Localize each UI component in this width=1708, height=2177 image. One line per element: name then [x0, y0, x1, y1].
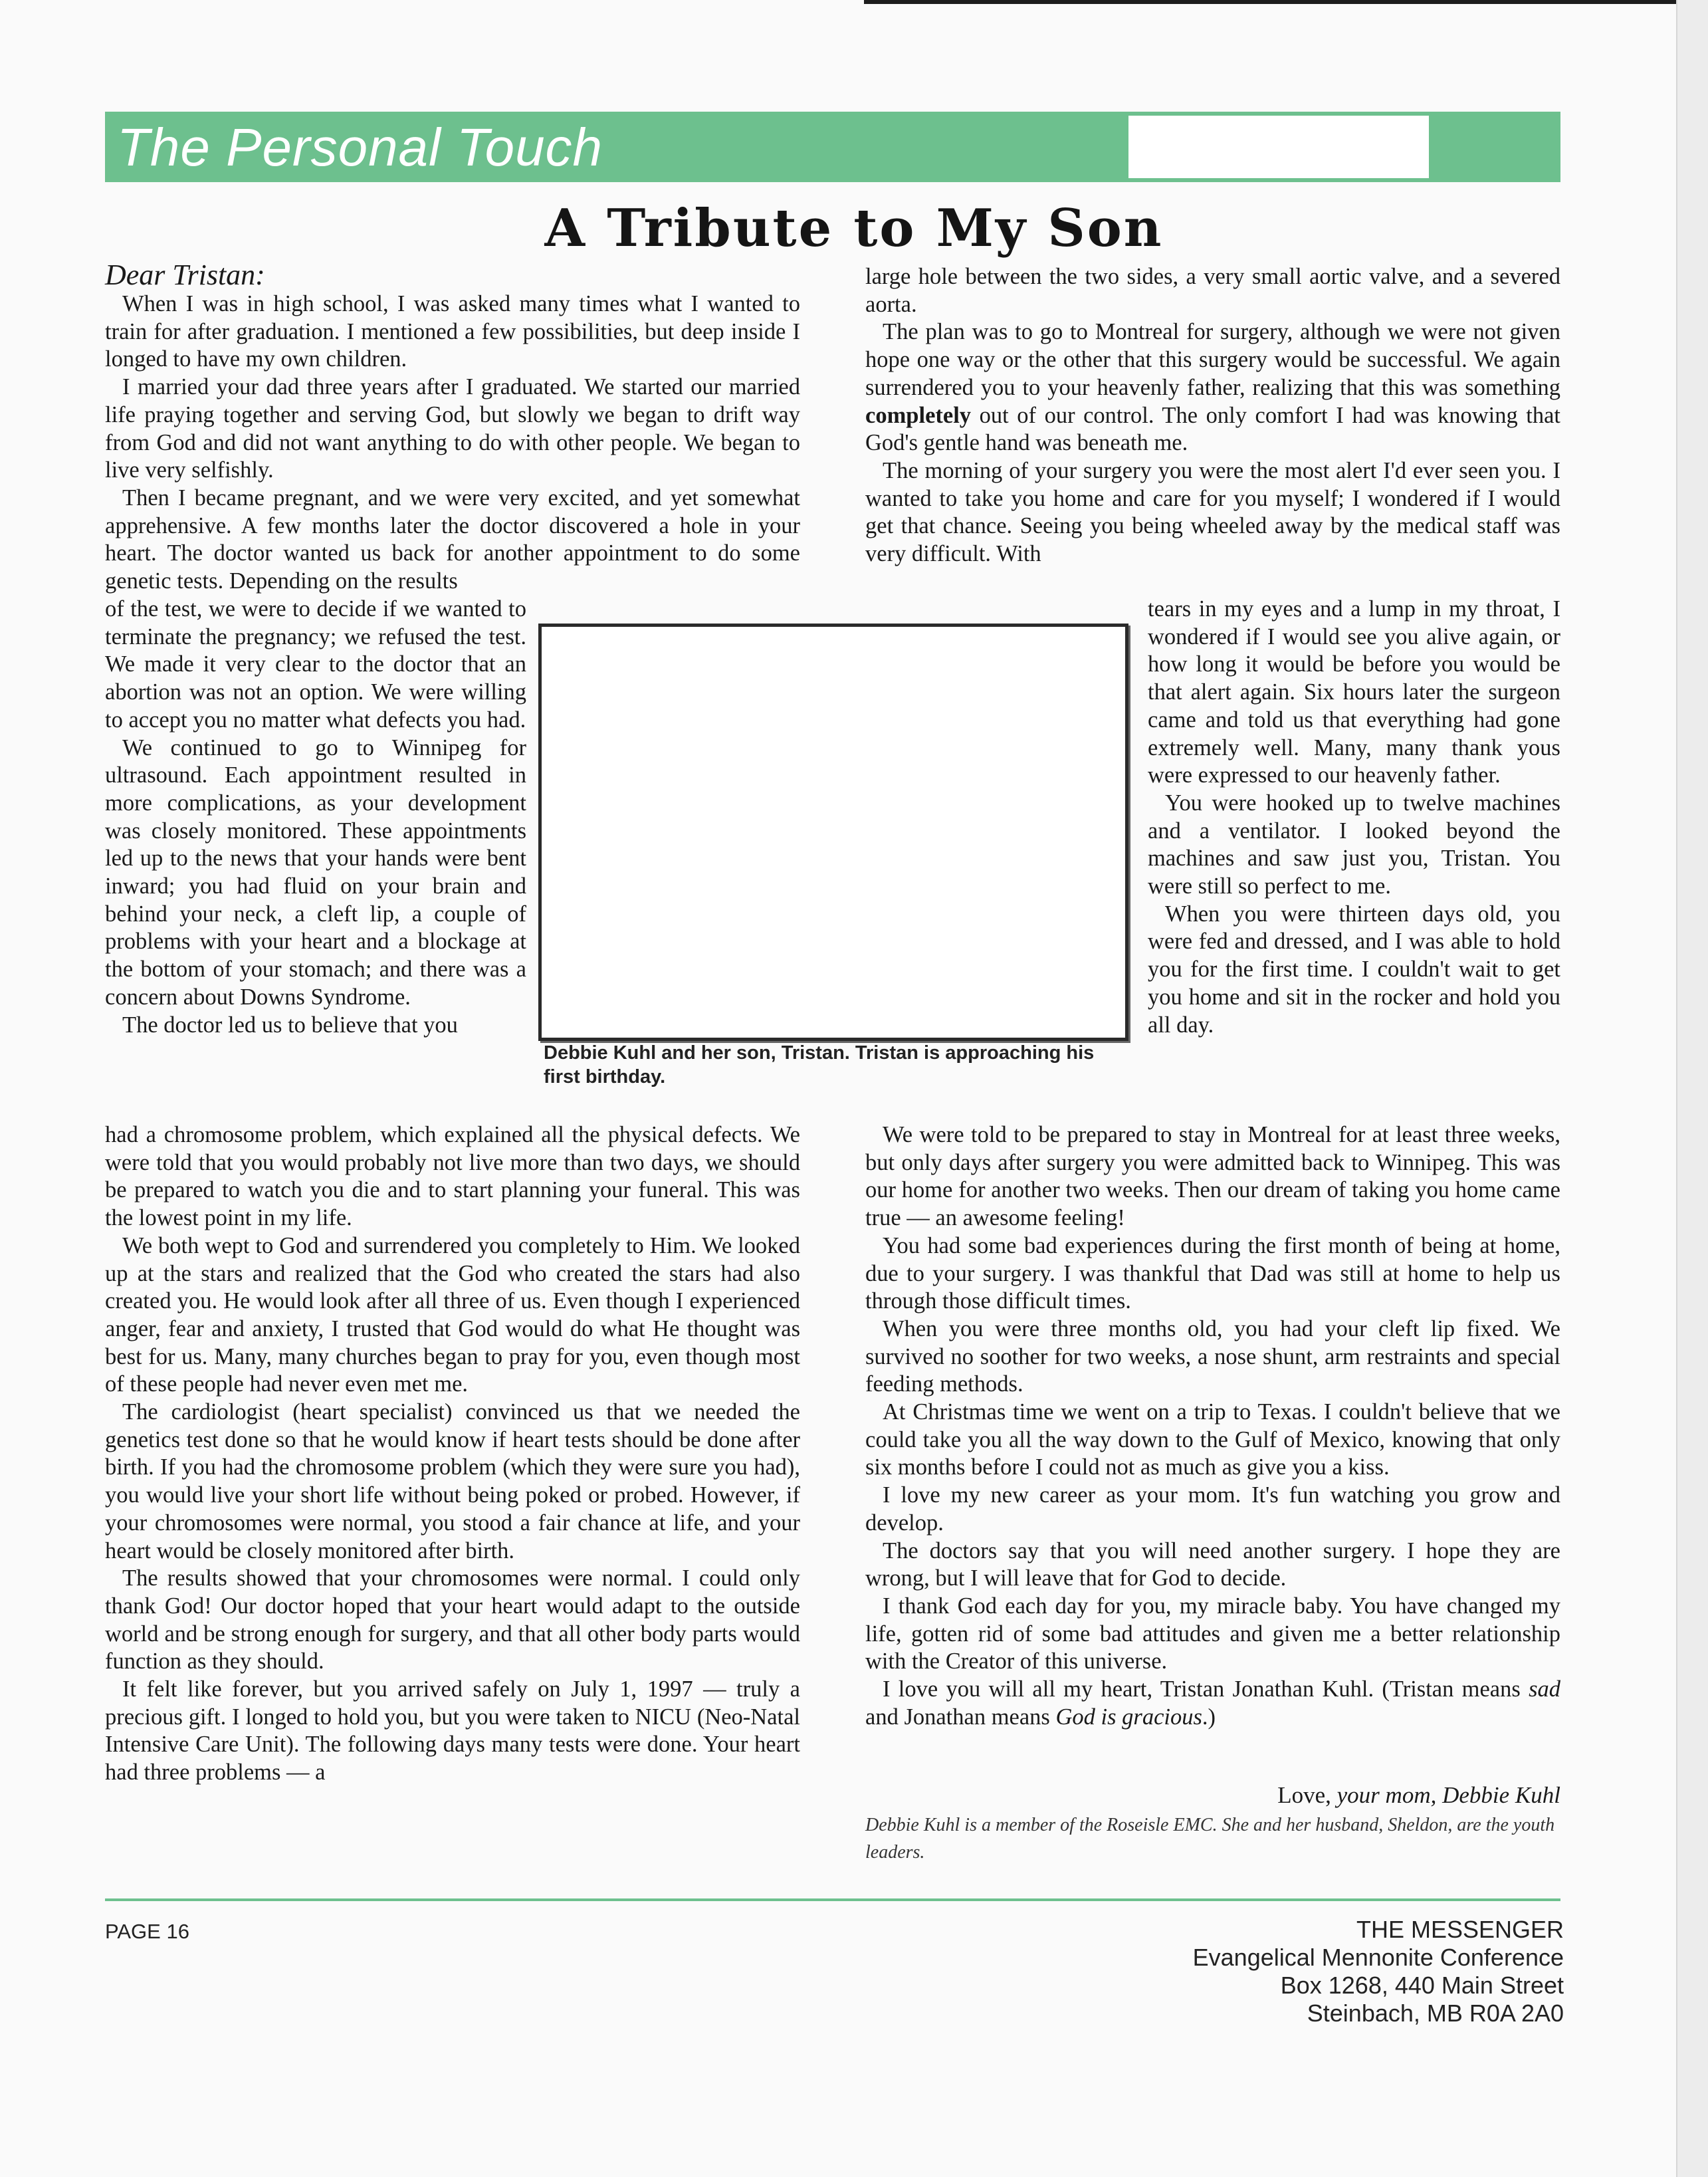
italic-phrase: God is gracious	[1055, 1704, 1202, 1730]
photo-frame	[538, 624, 1128, 1041]
left-column-top	[105, 290, 800, 596]
text: and Jonathan means	[865, 1704, 1056, 1730]
right-column-wrap	[1148, 596, 1560, 1039]
paragraph: You were hooked up to twelve machines and a ventilator. I looked beyond the machines and saw just you, Tristan. You were still so perfect to me.	[1148, 790, 1560, 899]
author-bio: Debbie Kuhl is a member of the Roseisle EMC. She and her husband, Sheldon, are the youth leaders.	[865, 1815, 1555, 1863]
italic-word: sad	[1529, 1676, 1560, 1702]
paragraph: I love my new career as your mom. It's fun watching you grow and develop.	[865, 1482, 1560, 1536]
address-line-2: Steinbach, MB R0A 2A0	[1307, 2000, 1564, 2027]
right-column-bottom	[865, 1121, 1560, 1731]
paragraph: The morning of your surgery you were the most alert I'd ever seen you. I wanted to take you home and care for you myself; I wondered if I would get that chance. Seeing you being wheeled away by the medical staff was very difficult. With	[865, 457, 1560, 567]
signoff	[865, 1781, 1560, 1809]
final-paragraph	[865, 1676, 1560, 1731]
emphasis-word: completely	[865, 402, 972, 428]
paragraph: I thank God each day for you, my miracle baby. You have changed my life, gotten rid of some bad attitudes and given me a better relationship with the Creator of this universe.	[865, 1593, 1560, 1674]
scan-top-edge	[864, 0, 1676, 4]
paragraph: You had some bad experiences during the first month of being at home, due to your surgery. I was thankful that Dad was still at home to help us through those difficult times.	[865, 1232, 1560, 1314]
footer-rule	[105, 1898, 1560, 1901]
publication-name: THE MESSENGER	[1356, 1916, 1564, 1943]
paragraph: When you were three months old, you had your cleft lip fixed. We survived no soother for two weeks, a nose shunt, arm restraints and special feeding methods.	[865, 1316, 1560, 1397]
paragraph: I married your dad three years after I graduated. We started our married life praying together and serving God, but slowly we began to drift way from God and did not want anything to do with other people. We began to live very selfishly.	[105, 374, 800, 483]
paragraph: When I was in high school, I was asked many times what I wanted to train for after graduation. I mentioned a few possibilities, but deep inside I longed to have my own children.	[105, 291, 800, 372]
paragraph: We both wept to God and surrendered you completely to Him. We looked up at the stars and realized that the God who created the stars had also created you. He would look after all three of us. Even though I experienced anger, fear and anxiety, I trusted that God would do what He thought was best for us. Many, many churches began to pray for you, even though most of these people had never even met me.	[105, 1232, 800, 1397]
paragraph: We were told to be prepared to stay in Montreal for at least three weeks, but only days after surgery you were admitted back to Winnipeg. This was our home for another two weeks. Then our dream of taking you home came true — an awesome feeling!	[865, 1122, 1560, 1231]
paragraph: tears in my eyes and a lump in my throat, I wondered if I would see you alive again, or how long it would be before you would be that alert again. Six hours later the surgeon came and told us that everything had gone extremely well. Many, many thank yous were expressed to our heavenly father.	[1148, 596, 1560, 788]
article-title: A Tribute to My Son	[544, 198, 1164, 259]
paragraph: of the test, we were to decide if we wanted to terminate the pregnancy; we refused the test. We made it very clear to the doctor that an abortion was not an option. We were willing to accept you no matter what defects you had.	[105, 596, 526, 733]
paragraph: large hole between the two sides, a very small aortic valve, and a severed aorta.	[865, 264, 1560, 317]
left-column-wrap	[105, 596, 526, 1039]
paragraph: had a chromosome problem, which explained all the physical defects. We were told that you would probably not live more than two days, we should be prepared to watch you die and to start planning your funeral. This was the lowest point in my life.	[105, 1122, 800, 1231]
paragraph: The doctor led us to believe that you	[122, 1012, 458, 1038]
paragraph: At Christmas time we went on a trip to Texas. I couldn't believe that we could take you all the way down to the Gulf of Mexico, knowing that only six months before I could not as much as give you a kiss.	[865, 1399, 1560, 1480]
scan-right-edge	[1676, 0, 1708, 2177]
right-column-top	[865, 263, 1560, 568]
page-number: PAGE 16	[105, 1920, 189, 1943]
banner-blank-box	[1128, 116, 1429, 178]
organization: Evangelical Mennonite Conference	[1192, 1944, 1564, 1971]
address-line-1: Box 1268, 440 Main Street	[1280, 1972, 1564, 1999]
section-title: The Personal Touch	[117, 118, 603, 177]
paragraph: It felt like forever, but you arrived safely on July 1, 1997 — truly a precious gift. I longed to hold you, but you were taken to NICU (Neo-Natal Intensive Care Unit). The following days many tests were done. Your heart had three problems — a	[105, 1676, 800, 1785]
signoff-love: Love,	[1277, 1782, 1331, 1808]
paragraph: We continued to go to Winnipeg for ultrasound. Each appointment resulted in more complications, as your development was closely monitored. These appointments led up to the news that your hands were bent inward; you had fluid on your brain and behind your neck, a cleft lip, a couple of problems with your heart and a blockage at the bottom of your stomach; and there was a concern about Downs Syndrome.	[105, 735, 526, 1010]
text: The plan was to go to Montreal for surgery, although we were not given hope one way or the other that this surgery would be successful. We again surrendered you to your heavenly father, realizing that this was something	[865, 319, 1560, 400]
paragraph: When you were thirteen days old, you were fed and dressed, and I was able to hold you for the first time. I couldn't wait to get you home and sit in the rocker and hold you all day.	[1148, 901, 1560, 1038]
text: out of our control. The only comfort I had was knowing that God's gentle hand was beneath me.	[865, 402, 1560, 456]
signature: your mom, Debbie Kuhl	[1336, 1782, 1560, 1808]
salutation: Dear Tristan:	[105, 259, 265, 291]
text: .)	[1202, 1704, 1216, 1730]
paragraph: Then I became pregnant, and we were very excited, and yet somewhat apprehensive. A few months later the doctor discovered a hole in your heart. The doctor wanted us back for another appointment to do some genetic tests. Depending on the results	[105, 485, 800, 594]
paragraph: The cardiologist (heart specialist) convinced us that we needed the genetics test done so that he would know if heart tests should be done after birth. If you had the chromosome problem (which they were sure you had), you would live your short life without being poked or probed. However, if your chromosomes were normal, you stood a fair chance at life, and your heart would be closely monitored after birth.	[105, 1399, 800, 1563]
publication-info	[1063, 1916, 1564, 2027]
paragraph	[865, 318, 1560, 457]
section-banner	[105, 112, 1560, 182]
paragraph: The results showed that your chromosomes were normal. I could only thank God! Our doctor hoped that your heart would adapt to the outside world and be strong enough for surgery, and that all other body parts would function as they should.	[105, 1565, 800, 1674]
photo-caption: Debbie Kuhl and her son, Tristan. Tristan is approaching his first birthday.	[544, 1042, 1095, 1088]
text: I love you will all my heart, Tristan Jonathan Kuhl. (Tristan means	[883, 1676, 1529, 1702]
left-column-bottom	[105, 1121, 800, 1787]
paragraph: The doctors say that you will need another surgery. I hope they are wrong, but I will leave that for God to decide.	[865, 1538, 1560, 1591]
